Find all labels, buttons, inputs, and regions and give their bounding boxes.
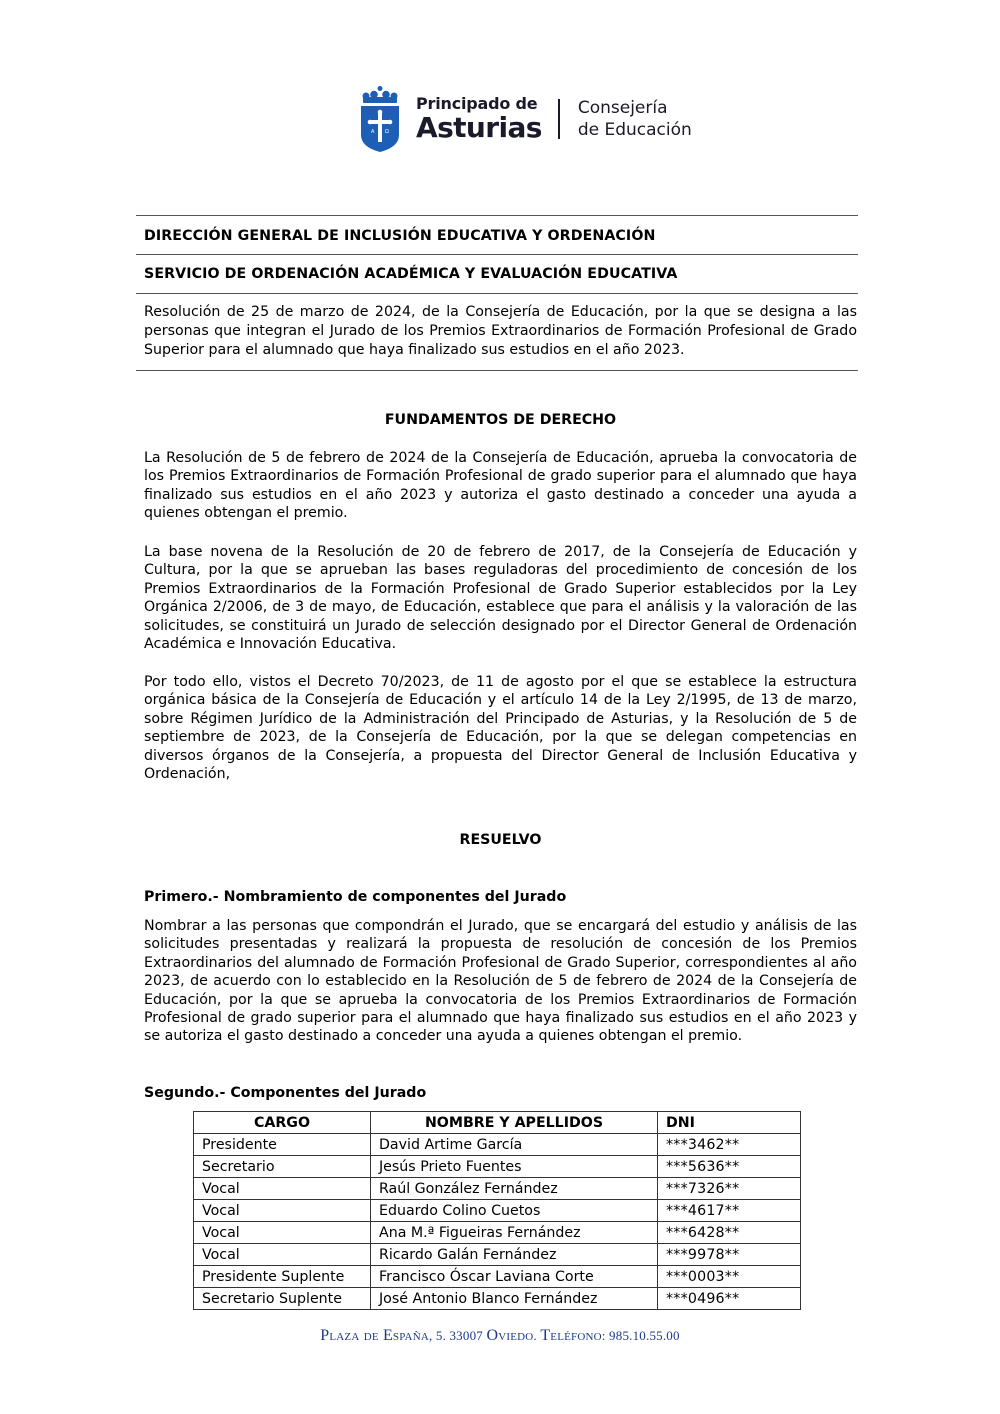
direccion-general-heading: DIRECCIÓN GENERAL DE INCLUSIÓN EDUCATIVA Y ORDENACIÓN: [144, 228, 656, 244]
cell-cargo: Vocal: [194, 1244, 371, 1266]
divider: [136, 254, 858, 255]
header-logo: [360, 84, 692, 154]
dept-line-2: de Educación: [577, 120, 692, 140]
cell-dni: ***3462**: [658, 1134, 801, 1156]
brand-name: [416, 95, 542, 143]
cell-nombre: Jesús Prieto Fuentes: [371, 1156, 658, 1178]
fundamentos-title: FUNDAMENTOS DE DERECHO: [384, 412, 617, 428]
column-header-nombre: NOMBRE Y APELLIDOS: [371, 1112, 658, 1134]
cell-cargo: Vocal: [194, 1222, 371, 1244]
cell-nombre: Ricardo Galán Fernández: [371, 1244, 658, 1266]
segundo-heading: Segundo.- Componentes del Jurado: [144, 1085, 427, 1101]
column-header-cargo: CARGO: [194, 1112, 371, 1134]
cell-dni: ***0496**: [658, 1288, 801, 1310]
table-row: [194, 1288, 801, 1310]
fundamentos-paragraph-2: La base novena de la Resolución de 20 de febrero de 2017, de la Consejería de Educación y Cultura, por la que se aprueban las bases reguladoras del procedimiento de concesión de los Premios Extraordinarios de la Formación Profesional de Grado Superior establecidos por la Ley Orgánica 2/2006, de 3 de mayo, de Educación, establece que para el análisis y la valoración de las solicitudes, se constituirá un Jurado de selección designado por el Director General de Ordenación Académica e Innovación Educativa.: [144, 544, 857, 653]
cell-dni: ***6428**: [658, 1222, 801, 1244]
servicio-heading: SERVICIO DE ORDENACIÓN ACADÉMICA Y EVALUACIÓN EDUCATIVA: [144, 266, 678, 282]
cell-dni: ***5636**: [658, 1156, 801, 1178]
column-header-dni: DNI: [658, 1112, 801, 1134]
cell-cargo: Presidente Suplente: [194, 1266, 371, 1288]
cell-nombre: David Artime García: [371, 1134, 658, 1156]
divider: [136, 370, 858, 371]
cell-nombre: Ana M.ª Figueiras Fernández: [371, 1222, 658, 1244]
cell-dni: ***9978**: [658, 1244, 801, 1266]
footer-street: Plaza de España: [320, 1327, 429, 1344]
cell-nombre: Raúl González Fernández: [371, 1178, 658, 1200]
logo-divider: [558, 99, 560, 139]
divider: [136, 215, 858, 216]
table-row: [194, 1244, 801, 1266]
table-row: [194, 1134, 801, 1156]
brand-top-text: Principado de: [416, 94, 538, 113]
fundamentos-paragraph-1: La Resolución de 5 de febrero de 2024 de la Consejería de Educación, aprueba la convocatoria de los Premios Extraordinarios de Formación Profesional de grado superior para el alumnado que haya finalizado sus estudios en el año 2023 y autoriza el gasto destinado a conceder una ayuda a quienes obtengan el premio.: [144, 450, 857, 522]
cell-cargo: Vocal: [194, 1200, 371, 1222]
table-row: [194, 1178, 801, 1200]
table-row: [194, 1266, 801, 1288]
primero-heading: Primero.- Nombramiento de componentes del Jurado: [144, 889, 567, 905]
table-row: [194, 1200, 801, 1222]
cell-cargo: Secretario Suplente: [194, 1288, 371, 1310]
table-row: [194, 1156, 801, 1178]
cell-nombre: Eduardo Colino Cuetos: [371, 1200, 658, 1222]
footer-number-postcode: , 5. 33007: [428, 1328, 487, 1343]
footer-address: [0, 1327, 1000, 1345]
resuelvo-title: RESUELVO: [459, 832, 542, 848]
resolucion-title: Resolución de 25 de marzo de 2024, de la Consejería de Educación, por la que se designa a las personas que integran el Jurado de los Premios Extraordinarios de Formación Profesional de Grado Superior para el alumnado que haya finalizado sus estudios en el año 2023.: [144, 304, 857, 358]
svg-text:A: A: [371, 129, 375, 135]
cell-dni: ***7326**: [658, 1178, 801, 1200]
cell-dni: ***4617**: [658, 1200, 801, 1222]
footer-phone: : 985.10.55.00: [601, 1328, 680, 1343]
brand-main-text: Asturias: [416, 111, 542, 144]
svg-text:Ω: Ω: [385, 129, 389, 135]
footer-phone-label: Teléfono: [540, 1327, 602, 1344]
fundamentos-paragraph-3: Por todo ello, vistos el Decreto 70/2023, de 11 de agosto por el que se establece la estructura orgánica básica de la Consejería de Educación y el artículo 14 de la Ley 2/1995, de 13 de marzo, sobre Régimen Jurídico de la Administración del Principado de Asturias, y la Resolución de 5 de septiembre de 2023, de la Consejería de Educación, por la que se delegan competencias en diversos órganos de la Consejería, a propuesta del Director General de Inclusión Educativa y Ordenación,: [144, 674, 857, 783]
asturias-shield-icon: [360, 85, 400, 153]
divider: [136, 293, 858, 294]
cell-cargo: Vocal: [194, 1178, 371, 1200]
table-header-row: [194, 1112, 801, 1134]
primero-paragraph: Nombrar a las personas que compondrán el Jurado, que se encargará del estudio y análisis de las solicitudes presentadas y realizará la propuesta de resolución de concesión de los Premios Extraordinarios del alumnado de Formación Profesional de Grado Superior, correspondientes al año 2023, de acuerdo con lo establecido en la Resolución de 5 de febrero de 2024 de la Consejería de Educación, por la que se aprueba la convocatoria de los Premios Extraordinarios de Formación Profesional de grado superior para el alumnado que haya finalizado sus estudios en el año 2023 y se autoriza el gasto destinado a conceder una ayuda a quienes obtengan el premio.: [144, 918, 857, 1045]
jurado-table: [193, 1111, 801, 1310]
cell-dni: ***0003**: [658, 1266, 801, 1288]
footer-city: Oviedo: [486, 1327, 534, 1344]
dept-line-1: Consejería: [577, 98, 668, 118]
cell-cargo: Presidente: [194, 1134, 371, 1156]
department-name: [578, 97, 692, 141]
cell-nombre: Francisco Óscar Laviana Corte: [371, 1266, 658, 1288]
cell-nombre: José Antonio Blanco Fernández: [371, 1288, 658, 1310]
table-row: [194, 1222, 801, 1244]
footer-sep: .: [533, 1328, 541, 1343]
cell-cargo: Secretario: [194, 1156, 371, 1178]
